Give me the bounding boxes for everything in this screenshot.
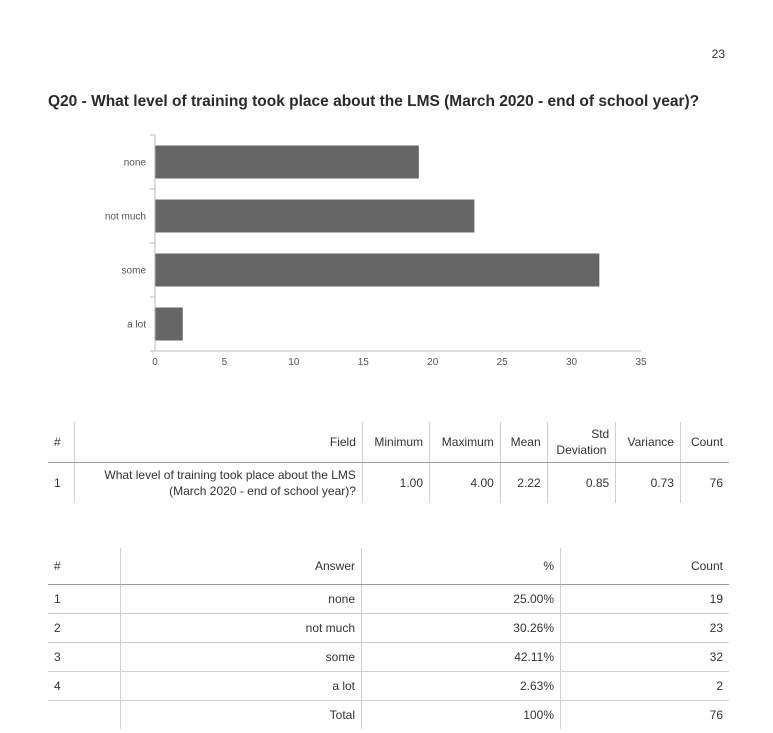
- col-header-std-deviation: [547, 422, 616, 463]
- col-header-answer: Answer: [121, 548, 362, 585]
- cell-num: 3: [48, 643, 121, 672]
- col-header-count: Count: [561, 548, 730, 585]
- cell-answer: none: [121, 585, 362, 614]
- chart-tick-labels: [152, 357, 647, 368]
- cell-percent: 100%: [362, 701, 561, 730]
- table-row: [48, 643, 729, 672]
- cell-std-deviation: 0.85: [547, 463, 616, 504]
- category-label: some: [121, 265, 146, 277]
- field-line2: (March 2020 - end of school year)?: [169, 484, 356, 498]
- cell-maximum: 4.00: [430, 463, 501, 504]
- bar-some: [156, 254, 600, 287]
- cell-count: 76: [680, 463, 729, 504]
- cell-num: 2: [48, 614, 121, 643]
- table-row: [48, 463, 729, 504]
- col-header-num: #: [48, 548, 121, 585]
- table-header-row: [48, 548, 729, 585]
- cell-mean: 2.22: [500, 463, 547, 504]
- cell-answer: Total: [121, 701, 362, 730]
- bar-chart: [0, 125, 773, 375]
- page-number: 23: [711, 47, 725, 61]
- cell-num: [48, 701, 121, 730]
- cell-minimum: 1.00: [362, 463, 429, 504]
- category-label: not much: [104, 211, 146, 223]
- cell-percent: 30.26%: [362, 614, 561, 643]
- x-tick-label: 30: [566, 357, 578, 368]
- chart-category-labels: [105, 158, 147, 331]
- summary-statistics-table: [48, 422, 729, 503]
- col-header-field: Field: [75, 422, 363, 463]
- bar-a-lot: [156, 308, 183, 341]
- answer-distribution-table: [48, 548, 729, 729]
- category-label: a lot: [127, 319, 146, 331]
- table-row: [48, 614, 729, 643]
- cell-count: 2: [561, 672, 730, 701]
- table-total-row: [48, 701, 729, 730]
- cell-count: 19: [561, 585, 730, 614]
- chart-bars: [156, 146, 600, 341]
- cell-count: 32: [561, 643, 730, 672]
- bar-none: [156, 146, 419, 179]
- col-header-num: #: [48, 422, 75, 463]
- cell-num: 4: [48, 672, 121, 701]
- cell-answer: a lot: [121, 672, 362, 701]
- cell-answer: not much: [121, 614, 362, 643]
- col-header-mean: Mean: [500, 422, 547, 463]
- x-tick-label: 35: [635, 357, 647, 368]
- cell-percent: 42.11%: [362, 643, 561, 672]
- x-tick-label: 25: [496, 357, 508, 368]
- field-line1: What level of training took place about the LMS: [104, 468, 356, 482]
- table-row: [48, 672, 729, 701]
- col-header-variance: Variance: [616, 422, 681, 463]
- category-label: none: [123, 157, 146, 169]
- cell-num: 1: [48, 585, 121, 614]
- cell-field: [75, 463, 363, 504]
- x-tick-label: 10: [288, 357, 300, 368]
- col-header-count: Count: [680, 422, 729, 463]
- table-header-row: [48, 422, 729, 463]
- question-title: Q20 - What level of training took place about the LMS (March 2020 - end of school year)?: [48, 93, 700, 110]
- cell-percent: 2.63%: [362, 672, 561, 701]
- cell-count: 23: [561, 614, 730, 643]
- x-tick-label: 20: [427, 357, 439, 368]
- cell-count: 76: [561, 701, 730, 730]
- col-header-percent: %: [362, 548, 561, 585]
- cell-answer: some: [121, 643, 362, 672]
- x-tick-label: 5: [221, 357, 228, 368]
- std-header-line1: Std: [591, 427, 610, 441]
- col-header-maximum: Maximum: [430, 422, 501, 463]
- col-header-minimum: Minimum: [362, 422, 429, 463]
- bar-not-much: [156, 200, 475, 233]
- x-tick-label: 15: [357, 357, 369, 368]
- x-tick-label: 0: [152, 357, 158, 368]
- table-row: [48, 585, 729, 614]
- cell-percent: 25.00%: [362, 585, 561, 614]
- std-header-line2: Deviation: [556, 443, 607, 457]
- cell-variance: 0.73: [616, 463, 681, 504]
- cell-num: 1: [54, 476, 61, 490]
